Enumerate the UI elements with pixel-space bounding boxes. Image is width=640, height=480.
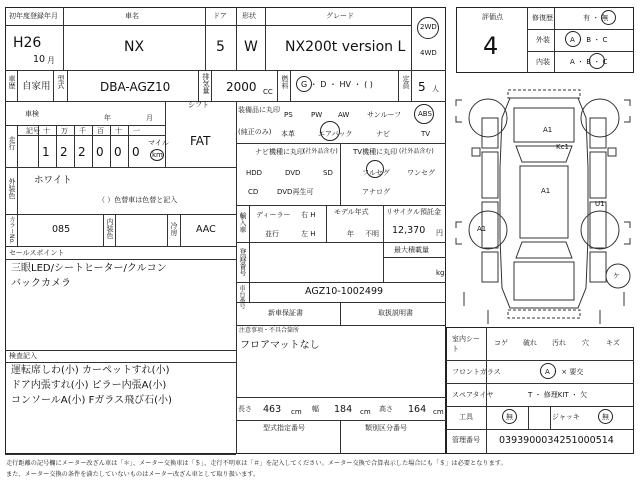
mileage-digit: 2	[78, 145, 86, 159]
seat-opt-3: 汚れ	[552, 339, 566, 347]
mileage-unit-header: 十	[43, 127, 50, 135]
recycle-value: 12,370	[392, 225, 426, 236]
glass-label: フロントガラス	[452, 368, 501, 376]
navi-label: ナビ機種に丸印	[255, 148, 304, 156]
mileage-unit-header: 百	[97, 127, 104, 135]
exterior-opts: A ・ B ・ C	[570, 36, 608, 44]
equipment-sub: (純正のみ)	[238, 128, 272, 136]
ac-value: AAC	[196, 224, 216, 235]
repair-opts: 有 ・ 無	[583, 14, 609, 22]
ac-label: 冷房	[170, 222, 178, 236]
shape-value: W	[244, 39, 258, 55]
tv-fullseg: フルセグ	[362, 169, 390, 177]
new-warranty: 新車保証書	[268, 309, 303, 317]
category-no-label: 類別区分番号	[365, 424, 407, 432]
model-label: 型式	[57, 75, 65, 89]
tv-sub: (社外品含む)	[399, 148, 434, 155]
tools-label: 工具	[459, 413, 473, 421]
import-dealer: ディーラー	[256, 211, 291, 219]
seat-opt-4: 穴	[582, 339, 589, 347]
length-value: 463	[263, 404, 282, 415]
drive-2wd: 2WD	[420, 23, 437, 31]
usage-label: 車歴	[8, 75, 16, 89]
spare-label: スペアタイヤ	[452, 391, 494, 399]
tv-oneseg: ワンセグ	[407, 169, 435, 177]
shape-label: 形状	[242, 12, 256, 20]
equip-navi: ナビ	[376, 130, 390, 138]
tools-value: 無	[506, 413, 513, 421]
equip-tv: TV	[421, 130, 431, 138]
color-no-label: カラーNo.	[8, 216, 15, 244]
equipment-label: 装備品に丸印	[238, 106, 280, 114]
repair-label: 修復歴	[532, 14, 553, 22]
interior-color-label: 内装色	[106, 218, 114, 239]
recycle-label: リサイクル預託金	[386, 208, 442, 216]
max-load-unit: kg	[436, 269, 445, 277]
usage-value: 自家用	[22, 81, 51, 92]
fuel-options: G ・ D ・ HV ・ ( )	[301, 80, 373, 89]
width-label: 幅	[312, 405, 319, 413]
diagram-circle-mark: ケ	[613, 272, 620, 280]
seat-opt-2: 破れ	[523, 339, 537, 347]
sales-point-line-1: 三眼LED/シートヒーター/クルコン	[11, 263, 167, 274]
inspection-month: 月	[146, 114, 153, 122]
tv-analog: アナログ	[362, 188, 390, 196]
jack-value: 無	[602, 413, 609, 421]
model-year-unknown: 不明	[365, 230, 379, 238]
navi-dvd: DVD	[285, 169, 301, 177]
length-label: 長さ	[238, 405, 252, 413]
mileage-mile: マイル	[148, 139, 169, 147]
navi-sd: SD	[323, 169, 333, 177]
equip-ps: PS	[284, 111, 293, 119]
mileage-km: km	[152, 151, 163, 159]
interior-opts: A ・ B ・ C	[570, 58, 608, 66]
seat-label: 室内シート	[452, 335, 480, 353]
mileage-unit-header: 千	[79, 127, 86, 135]
inspector-note-line-2: ドア内張すれ(小) ピラー内張A(小)	[11, 380, 167, 391]
height-unit: cm	[433, 408, 444, 416]
cc-unit: CC	[263, 88, 273, 96]
management-label: 管理番号	[452, 436, 480, 444]
import-parallel: 並行	[265, 230, 279, 238]
equip-sunroof: サンルーフ	[367, 111, 402, 119]
length-unit: cm	[291, 408, 302, 416]
navi-cd: CD	[248, 188, 259, 196]
diagram-mark-2: A1	[541, 187, 551, 195]
notes-value: フロアマットなし	[240, 340, 320, 351]
equip-pw: PW	[311, 111, 323, 119]
chassis-label: 車台番号	[238, 285, 245, 309]
equip-airbag: エアバック	[318, 130, 353, 138]
car-name-label: 車名	[125, 12, 139, 20]
mileage-unit-header: 万	[61, 127, 68, 135]
equip-aw: AW	[338, 111, 350, 119]
import-label: 輸入車	[239, 212, 247, 233]
capacity-value: 5	[418, 80, 426, 94]
interior-label: 内装	[536, 58, 550, 66]
max-load-label: 最大積載量	[394, 246, 429, 254]
inspector-notes-label: 検査記入	[9, 352, 37, 360]
navi-hdd: HDD	[246, 169, 263, 177]
width-unit: cm	[360, 408, 371, 416]
height-label: 高さ	[379, 405, 393, 413]
capacity-label: 定員	[402, 75, 410, 89]
grade-label: グレード	[326, 12, 354, 20]
diagram-mark-3: Kc1	[556, 143, 569, 151]
model-value: DBA-AGZ10	[100, 80, 171, 94]
seat-opt-5: キズ	[606, 339, 620, 347]
mileage-digit: 0	[132, 145, 140, 159]
inspector-note-line-3: コンソールA(小) Fガラス飛び石(小)	[11, 395, 172, 406]
diagram-mark-5: A1	[477, 225, 487, 233]
score-label: 評価点	[482, 13, 503, 21]
import-right: 右 H	[301, 211, 316, 219]
sales-point-label: セールスポイント	[9, 249, 65, 257]
inspector-note-line-1: 運転席しわ(小) カーペットすれ(小)	[11, 365, 170, 376]
mileage-digit: 0	[114, 145, 122, 159]
reg-no-label: 登録番号	[239, 248, 247, 276]
import-left: 左 H	[301, 230, 316, 238]
exterior-label: 外装	[536, 36, 550, 44]
seat-opt-1: コゲ	[494, 339, 508, 347]
door-label: ドア	[213, 12, 227, 20]
navi-dvd-play: DVD再生可	[277, 188, 314, 196]
mileage-digit: 1	[42, 145, 50, 159]
score-value: 4	[483, 32, 499, 60]
glass-opts: A ・ × 要交	[545, 368, 584, 376]
mileage-unit-header: 十	[115, 127, 122, 135]
color-label: 外装色	[8, 178, 16, 199]
height-value: 164	[408, 404, 427, 415]
mileage-digit: 2	[60, 145, 68, 159]
shift-value: FAT	[190, 134, 211, 148]
equip-leather: 本革	[281, 130, 295, 138]
mileage-unit-header: 一	[133, 127, 140, 135]
footnote-line-1: 走行距離の記号欄にメーター改ざん車は「＊」、メーター交換車は「＄」、走行不明車は「＃」を記入してください。メーター交換で合算表示した場合にも「＄」は必要となります。	[6, 460, 507, 467]
exterior-a-circle	[565, 31, 581, 47]
recycle-unit: 円	[436, 229, 443, 237]
diagram-mark-4: U1	[595, 200, 605, 208]
model-year-year: 年	[347, 230, 354, 238]
inspection-label: 車検	[25, 110, 39, 118]
color-paren-note: （ ）色替車は色替と記入	[98, 196, 178, 204]
tv-label: TV機種に丸印	[353, 148, 398, 156]
equip-abs: ABS	[418, 110, 432, 118]
chassis-value: AGZ10-1002499	[305, 286, 384, 297]
drive-4wd: 4WD	[420, 49, 437, 57]
type-designation-label: 型式指定番号	[263, 424, 305, 432]
jack-label: ジャッキ	[552, 413, 580, 421]
mileage-label: 走行	[8, 136, 16, 150]
door-count: 5	[216, 39, 225, 55]
color-value: ホワイト	[34, 175, 72, 186]
displacement-value: 2000	[226, 80, 257, 94]
month-unit: 月	[47, 56, 55, 65]
model-year-label: モデル年式	[334, 208, 369, 216]
interior-b-circle	[589, 53, 605, 69]
car-name: NX	[124, 39, 145, 55]
navi-sub: (社外品含む)	[303, 148, 338, 155]
footnote-line-2: また、メーター交換の条件を満たしていないものはメーター改ざん車として取り扱います。	[6, 471, 260, 478]
management-value: 0393900034251000514	[499, 435, 614, 446]
width-value: 184	[334, 404, 353, 415]
fuel-label: 燃料	[281, 75, 289, 89]
capacity-unit: 人	[432, 85, 439, 93]
shift-label: シフト	[188, 101, 209, 109]
car-damage-diagram	[448, 78, 638, 330]
notes-label: 注意事項・不具合箇所	[239, 327, 300, 334]
grade-value: NX200t version L	[285, 39, 406, 55]
color-no-value: 085	[52, 224, 71, 235]
repair-none-circle	[601, 10, 616, 25]
manual: 取扱説明書	[378, 309, 413, 317]
displacement-label: 排気量	[202, 73, 210, 94]
mileage-note-label: 記号	[26, 127, 40, 135]
mileage-digit: 0	[96, 145, 104, 159]
reg-year-label: 初年度登録年月	[9, 12, 58, 20]
inspection-year: 年	[104, 114, 111, 122]
reg-month: 10	[33, 54, 46, 65]
reg-era-year: H26	[13, 35, 42, 51]
sales-point-line-2: バックカメラ	[11, 278, 71, 289]
diagram-mark-1: A1	[543, 126, 553, 134]
spare-opts: T ・ 修理KIT ・ 欠	[528, 391, 588, 399]
